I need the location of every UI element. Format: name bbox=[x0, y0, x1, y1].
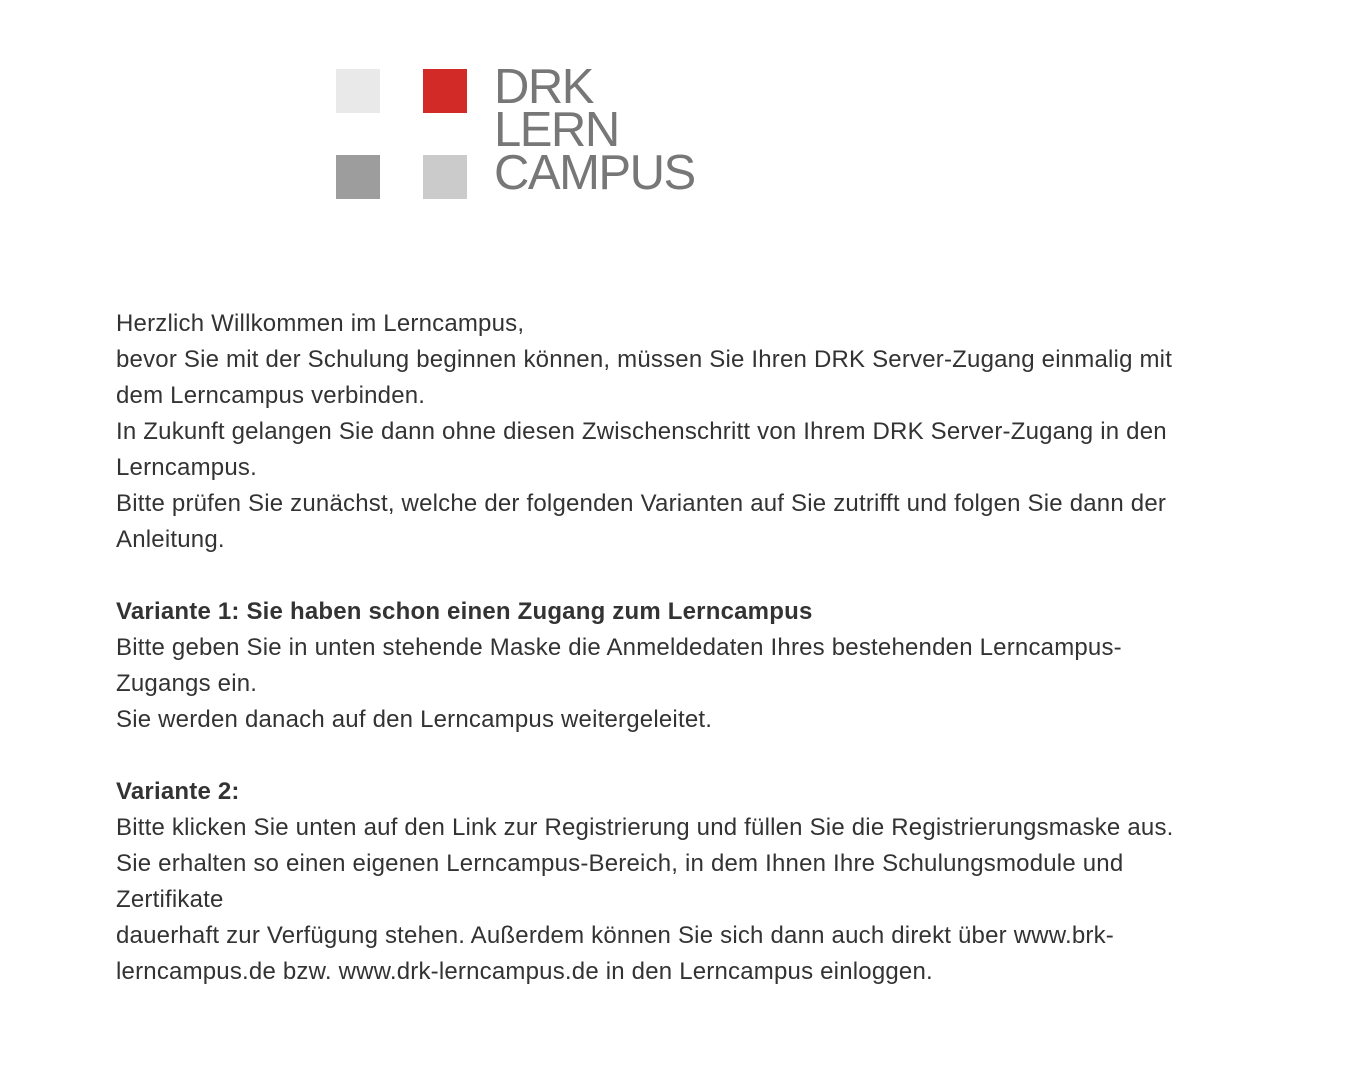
intro-text: bevor Sie mit der Schulung beginnen können, müssen Sie Ihren DRK Server-Zugang einmalig mit dem Lerncampus verbinden. bbox=[116, 346, 1173, 409]
logo-text-lern: LERN bbox=[494, 103, 619, 157]
intro-text: Bitte prüfen Sie zunächst, welche der folgenden Varianten auf Sie zutrifft und folgen Sie dann der Anleitung. bbox=[116, 490, 1167, 553]
variant-1-text: Sie werden danach auf den Lerncampus weitergeleitet. bbox=[116, 706, 713, 733]
logo-square-bottom-right bbox=[423, 155, 467, 199]
variant-2-text: dauerhaft zur Verfügung stehen. Außerdem können Sie sich dann auch direkt über www.brk-lerncampus.de bzw. www.drk-lerncampus.de in den Lerncampus einloggen. bbox=[116, 922, 1114, 985]
welcome-text bbox=[116, 306, 1176, 990]
logo-text-drk: DRK bbox=[494, 60, 593, 114]
spacer bbox=[116, 558, 1176, 594]
variant-2-heading: Variante 2: bbox=[116, 778, 240, 805]
logo-wordmark bbox=[494, 60, 695, 200]
logo-text-campus: CAMPUS bbox=[494, 146, 695, 200]
variant-2-text: Bitte klicken Sie unten auf den Link zur Registrierung und füllen Sie die Registrierungsmaske aus. bbox=[116, 814, 1174, 841]
variant-2-text: Sie erhalten so einen eigenen Lerncampus-Bereich, in dem Ihnen Ihre Schulungsmodule und Zertifikate bbox=[116, 850, 1124, 913]
logo-square-top-right bbox=[423, 69, 467, 113]
logo-square-bottom-left bbox=[336, 155, 380, 199]
spacer bbox=[116, 738, 1176, 774]
variant-1-text: Bitte geben Sie in unten stehende Maske die Anmeldedaten Ihres bestehenden Lerncampus-Zugangs ein. bbox=[116, 634, 1122, 697]
intro-text: In Zukunft gelangen Sie dann ohne diesen Zwischenschritt von Ihrem DRK Server-Zugang in den Lerncampus. bbox=[116, 418, 1167, 481]
logo-square-top-left bbox=[336, 69, 380, 113]
variant-1-heading: Variante 1: Sie haben schon einen Zugang zum Lerncampus bbox=[116, 598, 813, 625]
drk-lerncampus-logo bbox=[336, 60, 716, 206]
intro-greeting: Herzlich Willkommen im Lerncampus, bbox=[116, 310, 525, 337]
